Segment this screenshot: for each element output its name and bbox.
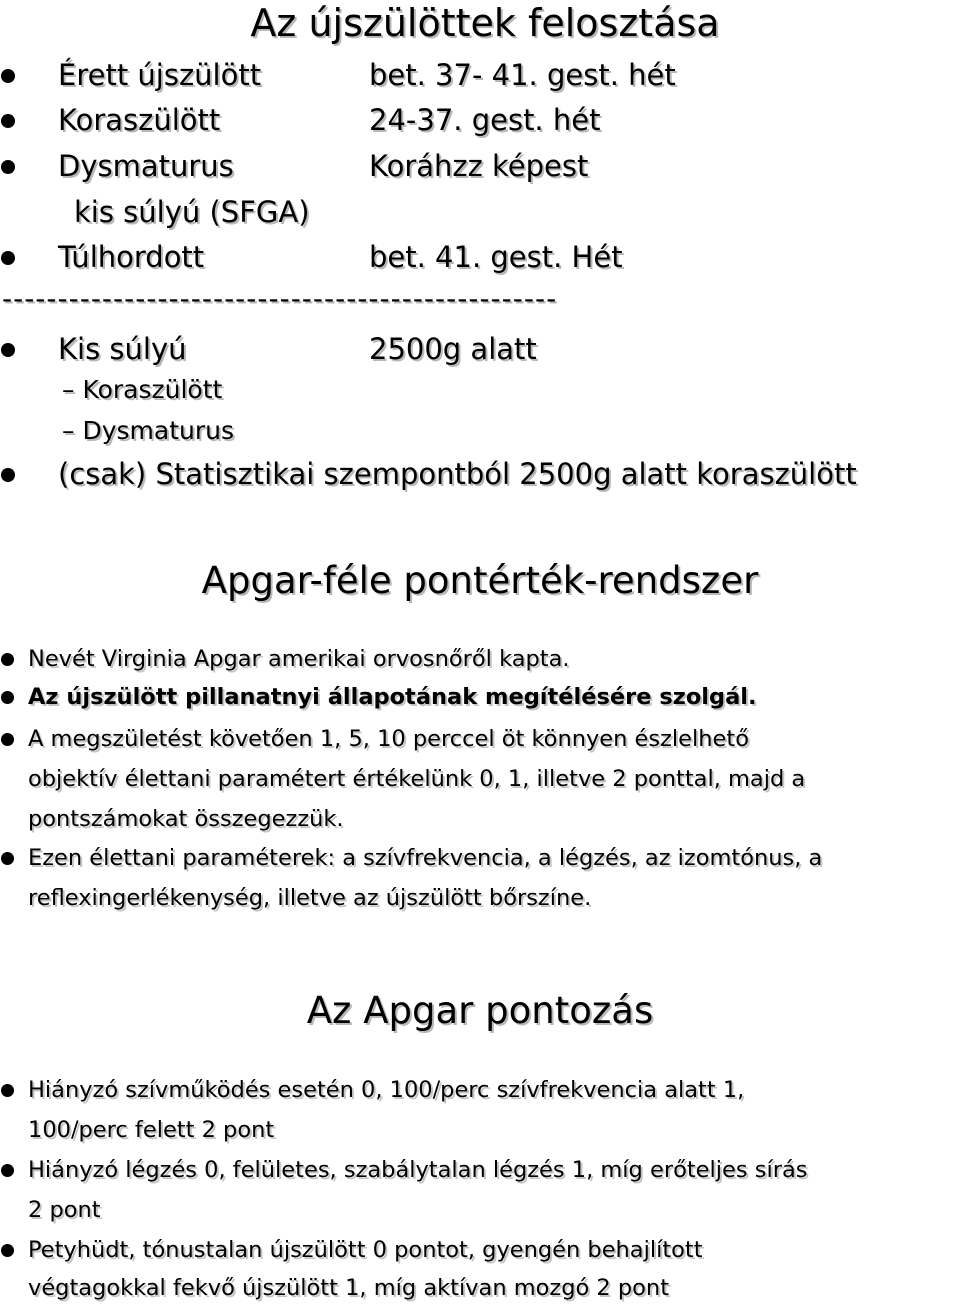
row-label: Dysmaturus [58,149,234,183]
subitem-text: – Dysmaturus [62,416,234,445]
bullet-icon [1,160,15,174]
apgar-scoring-item: Hiányzó szívműködés esetén 0, 100/perc szívfrekvencia alatt 1, [28,1077,745,1103]
row-label: Túlhordott [58,240,205,274]
bullet-icon [1,852,14,865]
row-value: 24-37. gest. hét [369,103,601,137]
apgar-system-item: Ezen élettani paraméterek: a szívfrekvencia, a légzés, az izomtónus, a [28,845,823,871]
row-label: Koraszülött [58,103,221,137]
row-label: Érett újszülött [58,58,262,92]
apgar-system-item-continued: reflexingerlékenység, illetve az újszülött bőrszíne. [28,885,592,911]
bullet-icon [1,1244,14,1257]
row-value: bet. 37- 41. gest. hét [369,58,676,92]
row-label: kis súlyú (SFGA) [74,195,310,229]
row-value: 2500g alatt [369,332,537,366]
apgar-system-item: Az újszülött pillanatnyi állapotának megítélésére szolgál. [28,684,757,710]
apgar-system-item: A megszületést követően 1, 5, 10 perccel öt könnyen észlelhető [28,726,749,752]
bullet-icon [1,343,15,357]
bullet-icon [1,468,15,482]
row-value: Koráhzz képest [369,149,589,183]
section-title-apgar-scoring: Az Apgar pontozás [306,989,654,1032]
subitem-text: – Koraszülött [62,375,223,404]
section-title-apgar-system: Apgar-féle pontérték-rendszer [201,559,759,602]
bullet-icon [1,114,15,128]
apgar-scoring-item-continued: végtagokkal fekvő újszülött 1, míg aktívan mozgó 2 pont [28,1275,670,1301]
apgar-scoring-item: Hiányzó légzés 0, felületes, szabálytalan légzés 1, míg erőteljes sírás [28,1157,808,1183]
bullet-icon [1,1084,14,1097]
bullet-icon [1,733,14,746]
apgar-scoring-item-continued: 100/perc felett 2 pont [28,1117,275,1143]
bullet-icon [1,691,14,704]
section-title-classification: Az újszülöttek felosztása [250,1,720,45]
row-value: bet. 41. gest. Hét [369,240,623,274]
statistics-note: (csak) Statisztikai szempontból 2500g alatt koraszülött [58,457,857,491]
bullet-icon [1,1164,14,1177]
bullet-icon [1,69,15,83]
apgar-system-item: Nevét Virginia Apgar amerikai orvosnőről kapta. [28,646,570,672]
apgar-system-item-continued: objektív élettani paramétert értékelünk 0, 1, illetve 2 ponttal, majd a [28,766,806,792]
bullet-icon [1,653,14,666]
apgar-system-item-continued: pontszámokat összegezzük. [28,806,344,832]
apgar-scoring-item: Petyhüdt, tónustalan újszülött 0 pontot, gyengén behajlított [28,1237,703,1263]
bullet-icon [1,251,15,265]
apgar-scoring-item-continued: 2 pont [28,1197,101,1223]
row-label: Kis súlyú [58,332,187,366]
divider-line: -------------------------------------------------- [2,282,558,315]
